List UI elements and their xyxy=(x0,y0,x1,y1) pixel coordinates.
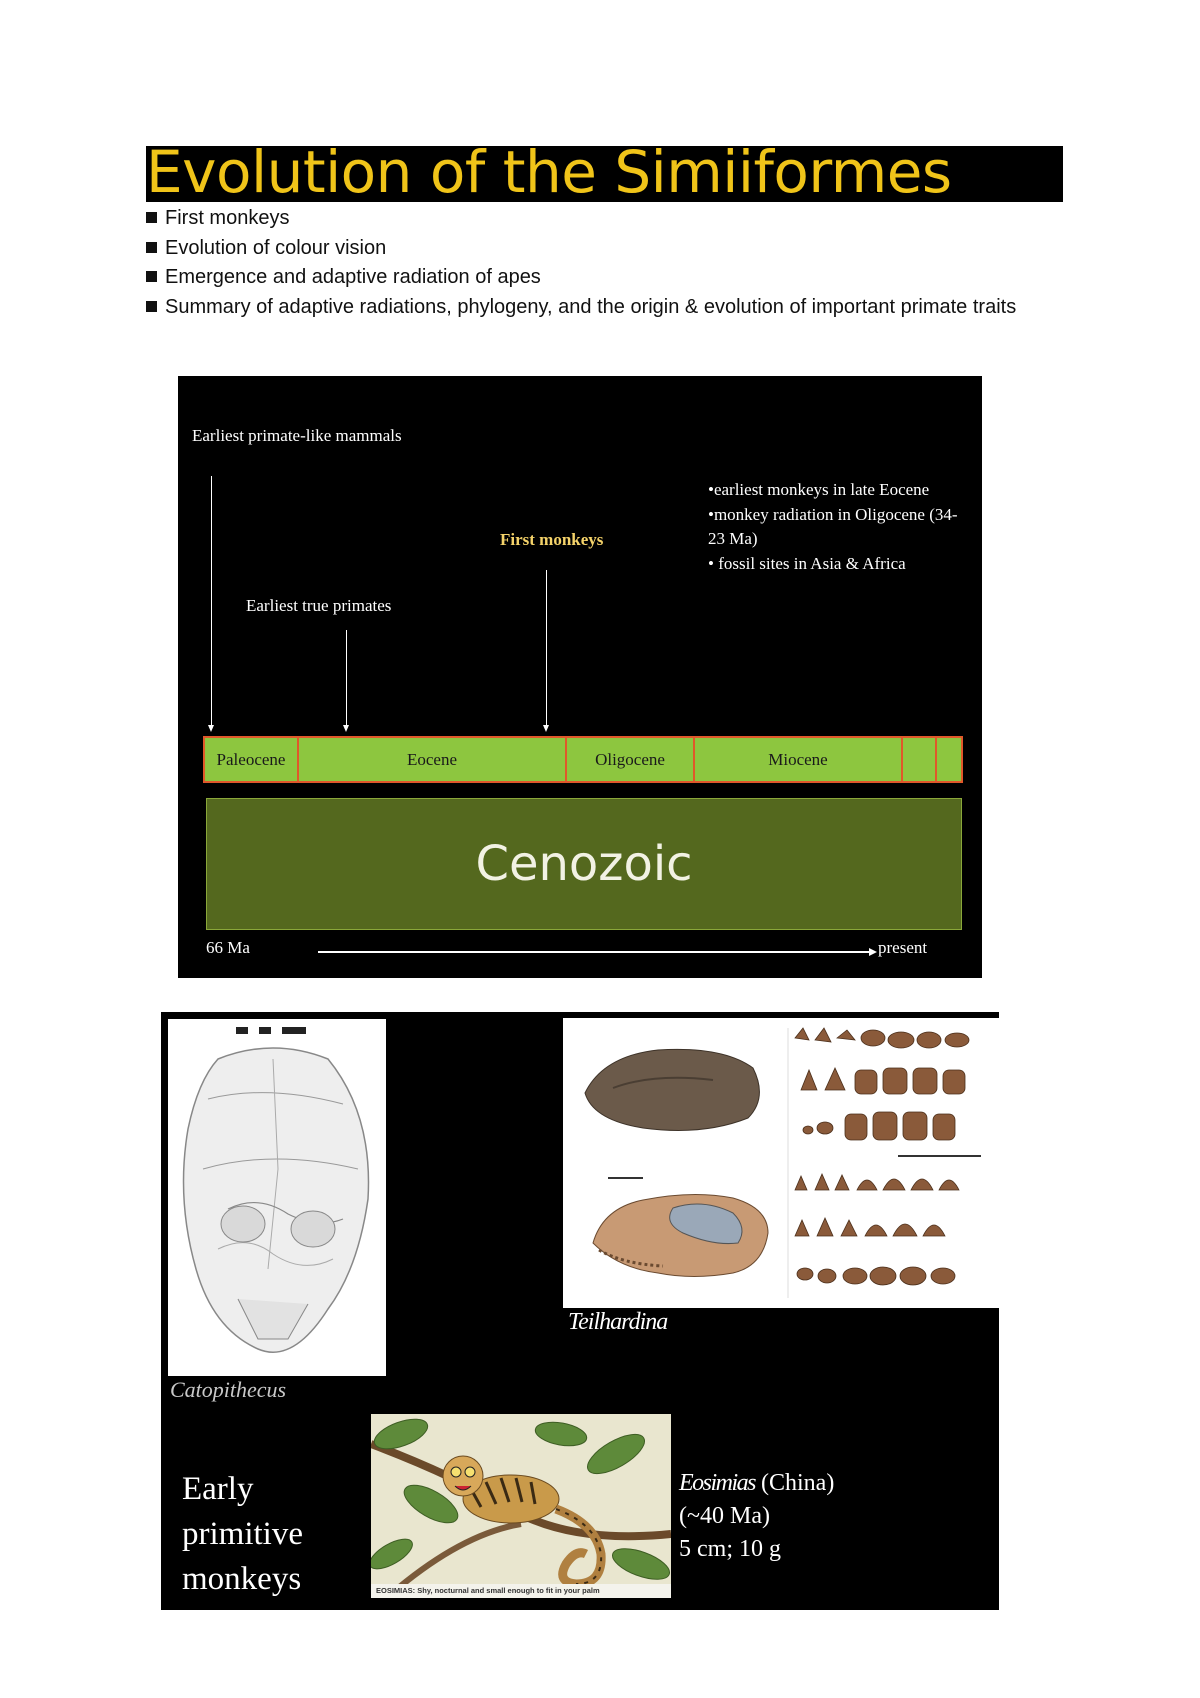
teilhardina-fossil-image xyxy=(563,1018,999,1308)
time-start-label: 66 Ma xyxy=(206,938,250,957)
square-bullet-icon xyxy=(146,271,157,282)
eosimias-drawing xyxy=(371,1414,671,1598)
square-bullet-icon xyxy=(146,242,157,253)
caption-teilhardina: Teilhardina xyxy=(568,1309,668,1335)
epoch-pliocene xyxy=(903,738,937,781)
arrow-first-monkeys xyxy=(546,570,547,726)
timeline-notes xyxy=(708,478,968,576)
catopithecus-skull-image xyxy=(168,1019,386,1376)
note-item: •earliest monkeys in late Eocene xyxy=(708,480,930,499)
caption-catopithecus: Catopithecus xyxy=(170,1377,287,1402)
timeline-slide xyxy=(178,376,982,978)
eosimias-illustration xyxy=(371,1414,671,1598)
arrow-primate-like xyxy=(211,476,212,726)
time-end-label: present xyxy=(878,938,928,957)
eosimias-size: 5 cm; 10 g xyxy=(679,1536,781,1562)
square-bullet-icon xyxy=(146,301,157,312)
epoch-bar xyxy=(203,736,963,783)
eosimias-age: (~40 Ma) xyxy=(679,1503,770,1529)
topic-item: Evolution of colour vision xyxy=(146,234,1026,264)
skull-drawing xyxy=(168,1019,386,1376)
epoch-miocene: Miocene xyxy=(695,738,903,781)
time-arrow xyxy=(318,951,870,953)
arrow-true-primates xyxy=(346,630,347,726)
eosimias-caption-strip: EOSIMIAS: Shy, nocturnal and small enough to fit in your palm xyxy=(371,1584,671,1598)
topic-item: Emergence and adaptive radiation of apes xyxy=(146,263,1026,293)
early-monkeys-heading: Early primitive monkeys xyxy=(182,1471,303,1597)
era-box xyxy=(206,798,962,930)
teilhardina-drawing xyxy=(563,1018,999,1308)
label-primate-like: Earliest primate-like mammals xyxy=(192,426,402,445)
fossil-slide xyxy=(161,1012,999,1610)
topic-item: Summary of adaptive radiations, phylogeny, and the origin & evolution of important primate traits xyxy=(146,293,1026,323)
eosimias-region: (China) xyxy=(761,1470,835,1496)
topic-list xyxy=(146,204,1026,322)
note-item: •monkey radiation in Oligocene (34-23 Ma) xyxy=(708,504,958,548)
topic-item: First monkeys xyxy=(146,204,1026,234)
era-label: Cenozoic xyxy=(475,836,693,892)
epoch-oligocene: Oligocene xyxy=(567,738,695,781)
note-item: • fossil sites in Asia & Africa xyxy=(708,553,906,573)
label-first-monkeys: First monkeys xyxy=(500,530,604,549)
epoch-eocene: Eocene xyxy=(299,738,567,781)
square-bullet-icon xyxy=(146,212,157,223)
eosimias-info xyxy=(679,1467,834,1566)
label-true-primates: Earliest true primates xyxy=(246,596,392,615)
page-title: Evolution of the Simiiformes xyxy=(146,146,952,202)
title-banner xyxy=(146,146,1063,202)
eosimias-name: Eosimias xyxy=(679,1470,756,1496)
epoch-paleocene: Paleocene xyxy=(205,738,299,781)
epoch-pleistocene xyxy=(937,738,961,781)
